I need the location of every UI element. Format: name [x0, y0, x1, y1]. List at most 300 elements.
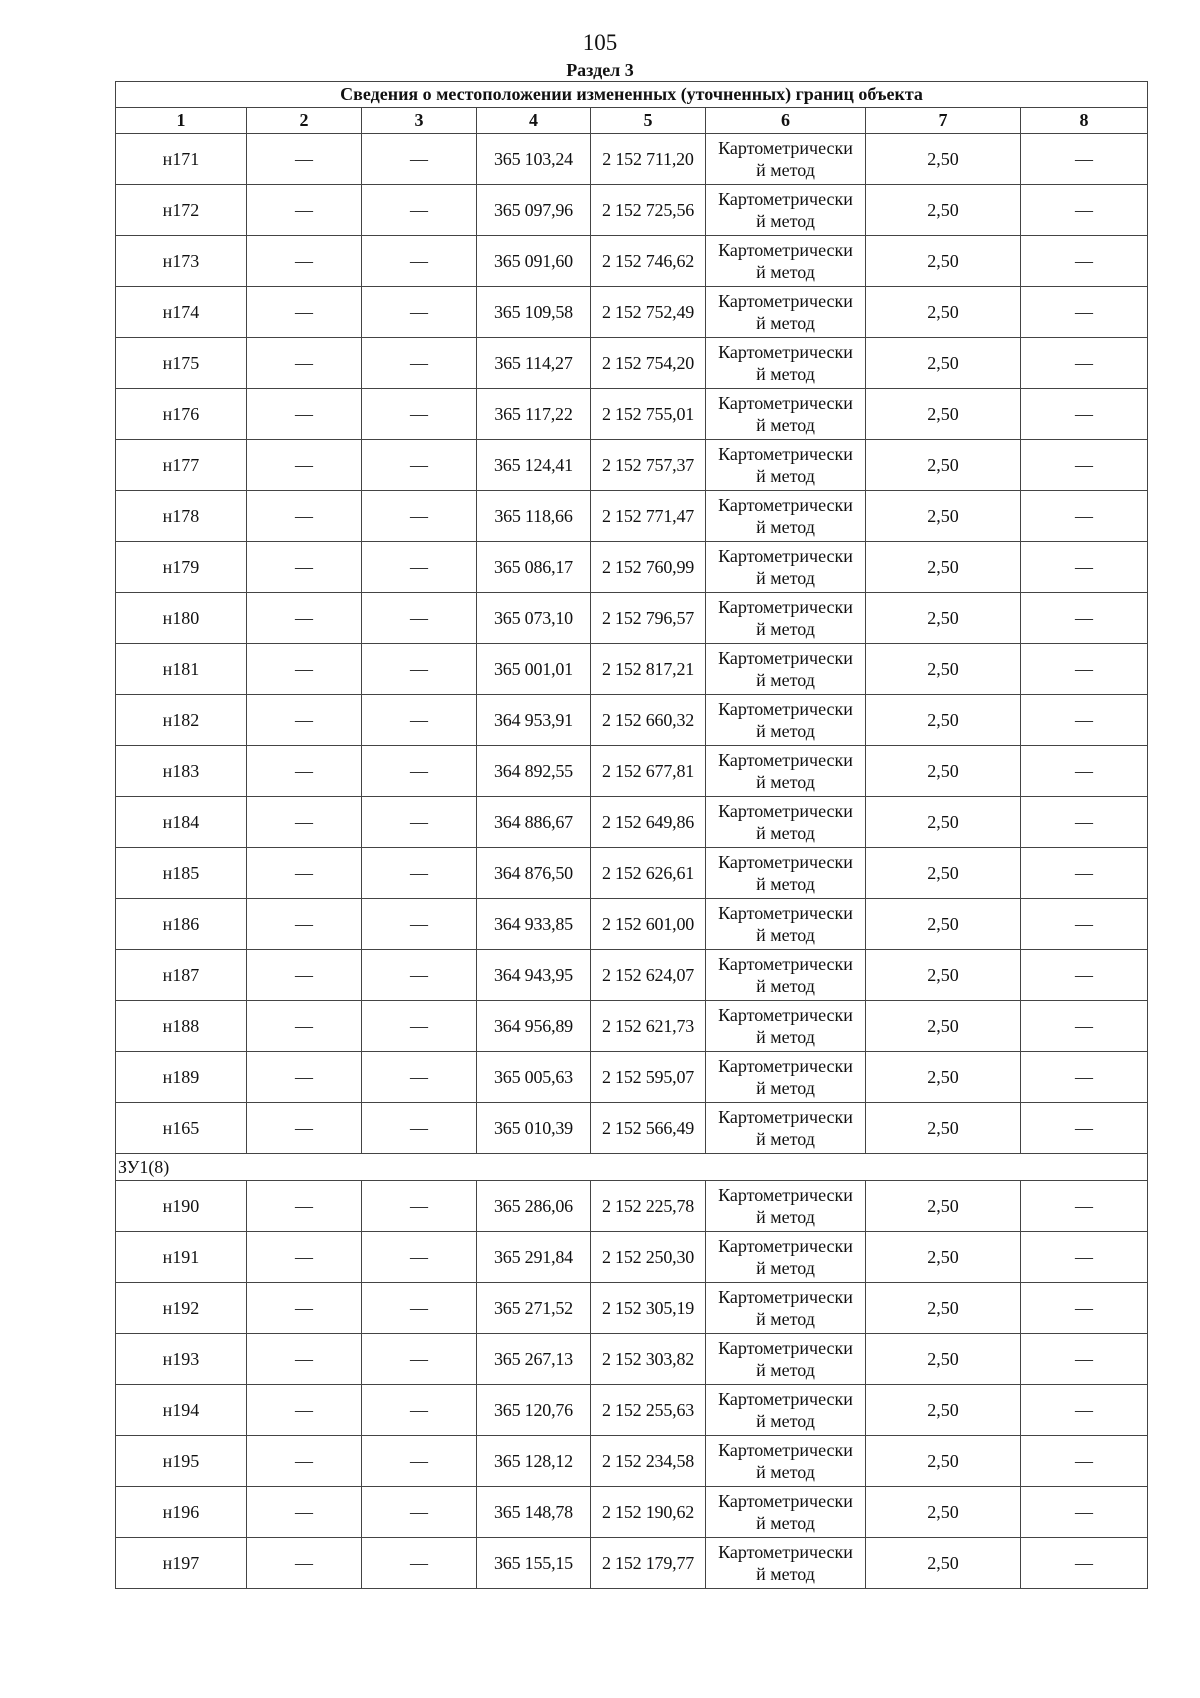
table-row — [116, 338, 1148, 389]
table-row — [116, 1283, 1148, 1334]
x-coordinate-cell: 364 886,67 — [477, 797, 591, 848]
method-cell — [706, 338, 866, 389]
method-text-line2: й метод — [756, 1564, 815, 1584]
column-8-cell: — — [1021, 236, 1148, 287]
x-coordinate-cell: 365 120,76 — [477, 1385, 591, 1436]
column-8-cell: — — [1021, 644, 1148, 695]
table-row — [116, 1001, 1148, 1052]
column-8-cell: — — [1021, 1283, 1148, 1334]
column-3-cell: — — [362, 746, 477, 797]
method-text-line2: й метод — [756, 874, 815, 894]
column-2-cell: — — [247, 389, 362, 440]
method-cell — [706, 1103, 866, 1154]
column-8-cell: — — [1021, 1052, 1148, 1103]
table-row — [116, 797, 1148, 848]
column-3-cell: — — [362, 1232, 477, 1283]
method-text-line2: й метод — [756, 1258, 815, 1278]
table-row — [116, 1436, 1148, 1487]
method-text-line2: й метод — [756, 925, 815, 945]
table-row — [116, 440, 1148, 491]
column-8-cell: — — [1021, 491, 1148, 542]
accuracy-cell: 2,50 — [866, 134, 1021, 185]
point-id-cell: н175 — [116, 338, 247, 389]
accuracy-cell: 2,50 — [866, 389, 1021, 440]
point-id-cell: н171 — [116, 134, 247, 185]
column-3-cell: — — [362, 695, 477, 746]
method-text-line1: Картометрически — [718, 291, 853, 311]
column-8-cell: — — [1021, 848, 1148, 899]
x-coordinate-cell: 365 286,06 — [477, 1181, 591, 1232]
point-id-cell: н192 — [116, 1283, 247, 1334]
method-text-line2: й метод — [756, 976, 815, 996]
accuracy-cell: 2,50 — [866, 542, 1021, 593]
column-8-cell: — — [1021, 746, 1148, 797]
column-8-cell: — — [1021, 1181, 1148, 1232]
column-8-cell: — — [1021, 338, 1148, 389]
column-2-cell: — — [247, 593, 362, 644]
column-2-cell: — — [247, 848, 362, 899]
method-cell — [706, 695, 866, 746]
point-id-cell: н191 — [116, 1232, 247, 1283]
column-number-6: 6 — [706, 108, 866, 134]
accuracy-cell: 2,50 — [866, 491, 1021, 542]
table-row — [116, 1334, 1148, 1385]
method-cell — [706, 1052, 866, 1103]
column-3-cell: — — [362, 1334, 477, 1385]
column-3-cell: — — [362, 1052, 477, 1103]
accuracy-cell: 2,50 — [866, 1538, 1021, 1589]
column-8-cell: — — [1021, 134, 1148, 185]
point-id-cell: н190 — [116, 1181, 247, 1232]
table-row — [116, 491, 1148, 542]
column-8-cell: — — [1021, 1334, 1148, 1385]
y-coordinate-cell: 2 152 255,63 — [591, 1385, 706, 1436]
x-coordinate-cell: 365 005,63 — [477, 1052, 591, 1103]
column-2-cell: — — [247, 1385, 362, 1436]
method-cell — [706, 440, 866, 491]
y-coordinate-cell: 2 152 305,19 — [591, 1283, 706, 1334]
column-3-cell: — — [362, 1487, 477, 1538]
column-2-cell: — — [247, 695, 362, 746]
method-text-line1: Картометрически — [718, 495, 853, 515]
x-coordinate-cell: 365 109,58 — [477, 287, 591, 338]
table-row — [116, 593, 1148, 644]
column-2-cell: — — [247, 746, 362, 797]
x-coordinate-cell: 364 953,91 — [477, 695, 591, 746]
method-cell — [706, 1001, 866, 1052]
y-coordinate-cell: 2 152 190,62 — [591, 1487, 706, 1538]
method-text-line1: Картометрически — [718, 546, 853, 566]
column-2-cell: — — [247, 1103, 362, 1154]
point-id-cell: н180 — [116, 593, 247, 644]
method-cell — [706, 644, 866, 695]
column-3-cell: — — [362, 848, 477, 899]
point-id-cell: н181 — [116, 644, 247, 695]
method-text-line1: Картометрически — [718, 1287, 853, 1307]
accuracy-cell: 2,50 — [866, 1334, 1021, 1385]
column-8-cell: — — [1021, 440, 1148, 491]
column-3-cell: — — [362, 389, 477, 440]
table-row — [116, 287, 1148, 338]
column-8-cell: — — [1021, 1436, 1148, 1487]
point-id-cell: н194 — [116, 1385, 247, 1436]
y-coordinate-cell: 2 152 817,21 — [591, 644, 706, 695]
accuracy-cell: 2,50 — [866, 644, 1021, 695]
point-id-cell: н178 — [116, 491, 247, 542]
x-coordinate-cell: 365 124,41 — [477, 440, 591, 491]
accuracy-cell: 2,50 — [866, 185, 1021, 236]
column-8-cell: — — [1021, 797, 1148, 848]
method-text-line2: й метод — [756, 160, 815, 180]
accuracy-cell: 2,50 — [866, 1283, 1021, 1334]
x-coordinate-cell: 365 291,84 — [477, 1232, 591, 1283]
table-row — [116, 1538, 1148, 1589]
table-row — [116, 746, 1148, 797]
point-id-cell: н196 — [116, 1487, 247, 1538]
x-coordinate-cell: 365 117,22 — [477, 389, 591, 440]
point-id-cell: н173 — [116, 236, 247, 287]
column-number-row — [116, 108, 1148, 134]
column-3-cell: — — [362, 1283, 477, 1334]
table-row — [116, 1181, 1148, 1232]
column-2-cell: — — [247, 134, 362, 185]
y-coordinate-cell: 2 152 711,20 — [591, 134, 706, 185]
column-2-cell: — — [247, 338, 362, 389]
column-2-cell: — — [247, 236, 362, 287]
table-row — [116, 695, 1148, 746]
point-id-cell: н186 — [116, 899, 247, 950]
method-text-line1: Картометрически — [718, 597, 853, 617]
accuracy-cell: 2,50 — [866, 287, 1021, 338]
x-coordinate-cell: 365 001,01 — [477, 644, 591, 695]
x-coordinate-cell: 364 943,95 — [477, 950, 591, 1001]
method-text-line1: Картометрически — [718, 648, 853, 668]
column-3-cell: — — [362, 1436, 477, 1487]
x-coordinate-cell: 365 148,78 — [477, 1487, 591, 1538]
column-2-cell: — — [247, 1052, 362, 1103]
point-id-cell: н182 — [116, 695, 247, 746]
coordinates-table — [115, 81, 1148, 1589]
accuracy-cell: 2,50 — [866, 236, 1021, 287]
y-coordinate-cell: 2 152 725,56 — [591, 185, 706, 236]
column-8-cell: — — [1021, 950, 1148, 1001]
method-text-line2: й метод — [756, 823, 815, 843]
point-id-cell: н197 — [116, 1538, 247, 1589]
y-coordinate-cell: 2 152 755,01 — [591, 389, 706, 440]
point-id-cell: н184 — [116, 797, 247, 848]
accuracy-cell: 2,50 — [866, 899, 1021, 950]
column-3-cell: — — [362, 236, 477, 287]
y-coordinate-cell: 2 152 179,77 — [591, 1538, 706, 1589]
method-text-line2: й метод — [756, 1360, 815, 1380]
column-2-cell: — — [247, 1181, 362, 1232]
method-text-line1: Картометрически — [718, 1440, 853, 1460]
column-8-cell: — — [1021, 593, 1148, 644]
y-coordinate-cell: 2 152 234,58 — [591, 1436, 706, 1487]
column-2-cell: — — [247, 899, 362, 950]
accuracy-cell: 2,50 — [866, 1103, 1021, 1154]
column-8-cell: — — [1021, 542, 1148, 593]
table-body — [116, 134, 1148, 1589]
point-id-cell: н174 — [116, 287, 247, 338]
method-cell — [706, 899, 866, 950]
y-coordinate-cell: 2 152 752,49 — [591, 287, 706, 338]
method-cell — [706, 746, 866, 797]
accuracy-cell: 2,50 — [866, 746, 1021, 797]
group-row — [116, 1154, 1148, 1181]
method-text-line2: й метод — [756, 670, 815, 690]
point-id-cell: н179 — [116, 542, 247, 593]
method-cell — [706, 950, 866, 1001]
x-coordinate-cell: 365 114,27 — [477, 338, 591, 389]
method-cell — [706, 1232, 866, 1283]
method-text-line2: й метод — [756, 1513, 815, 1533]
method-text-line1: Картометрически — [718, 801, 853, 821]
method-text-line1: Картометрически — [718, 1005, 853, 1025]
y-coordinate-cell: 2 152 746,62 — [591, 236, 706, 287]
page-number: 105 — [582, 30, 618, 55]
method-text-line2: й метод — [756, 466, 815, 486]
point-id-cell: н187 — [116, 950, 247, 1001]
table-row — [116, 542, 1148, 593]
accuracy-cell: 2,50 — [866, 1052, 1021, 1103]
accuracy-cell: 2,50 — [866, 1385, 1021, 1436]
column-2-cell: — — [247, 185, 362, 236]
method-text-line1: Картометрически — [718, 954, 853, 974]
x-coordinate-cell: 365 128,12 — [477, 1436, 591, 1487]
method-text-line2: й метод — [756, 415, 815, 435]
method-cell — [706, 1385, 866, 1436]
column-3-cell: — — [362, 1538, 477, 1589]
column-3-cell: — — [362, 185, 477, 236]
column-2-cell: — — [247, 950, 362, 1001]
x-coordinate-cell: 365 271,52 — [477, 1283, 591, 1334]
column-number-2: 2 — [247, 108, 362, 134]
accuracy-cell: 2,50 — [866, 593, 1021, 644]
accuracy-cell: 2,50 — [866, 1232, 1021, 1283]
point-id-cell: н188 — [116, 1001, 247, 1052]
method-text-line1: Картометрически — [718, 699, 853, 719]
x-coordinate-cell: 364 876,50 — [477, 848, 591, 899]
column-2-cell: — — [247, 1283, 362, 1334]
method-text-line1: Картометрически — [718, 1338, 853, 1358]
column-8-cell: — — [1021, 1001, 1148, 1052]
method-cell — [706, 1436, 866, 1487]
column-8-cell: — — [1021, 1232, 1148, 1283]
method-text-line2: й метод — [756, 1207, 815, 1227]
column-3-cell: — — [362, 1181, 477, 1232]
point-id-cell: н195 — [116, 1436, 247, 1487]
point-id-cell: н183 — [116, 746, 247, 797]
section-title: Раздел 3 — [566, 60, 634, 80]
accuracy-cell: 2,50 — [866, 440, 1021, 491]
column-3-cell: — — [362, 542, 477, 593]
method-text-line1: Картометрически — [718, 189, 853, 209]
table-row — [116, 1103, 1148, 1154]
column-3-cell: — — [362, 950, 477, 1001]
y-coordinate-cell: 2 152 677,81 — [591, 746, 706, 797]
method-text-line2: й метод — [756, 1309, 815, 1329]
column-3-cell: — — [362, 491, 477, 542]
method-text-line2: й метод — [756, 1027, 815, 1047]
x-coordinate-cell: 365 091,60 — [477, 236, 591, 287]
method-cell — [706, 542, 866, 593]
table-row — [116, 899, 1148, 950]
method-cell — [706, 848, 866, 899]
y-coordinate-cell: 2 152 225,78 — [591, 1181, 706, 1232]
method-text-line2: й метод — [756, 721, 815, 741]
x-coordinate-cell: 365 267,13 — [477, 1334, 591, 1385]
table-caption: Сведения о местоположении измененных (уточненных) границ объекта — [116, 82, 1148, 108]
method-cell — [706, 134, 866, 185]
column-8-cell: — — [1021, 287, 1148, 338]
column-2-cell: — — [247, 1538, 362, 1589]
column-3-cell: — — [362, 899, 477, 950]
method-cell — [706, 1181, 866, 1232]
method-cell — [706, 287, 866, 338]
method-text-line2: й метод — [756, 364, 815, 384]
y-coordinate-cell: 2 152 601,00 — [591, 899, 706, 950]
method-text-line1: Картометрически — [718, 393, 853, 413]
method-text-line2: й метод — [756, 1411, 815, 1431]
method-text-line2: й метод — [756, 211, 815, 231]
point-id-cell: н165 — [116, 1103, 247, 1154]
column-3-cell: — — [362, 338, 477, 389]
y-coordinate-cell: 2 152 624,07 — [591, 950, 706, 1001]
method-text-line2: й метод — [756, 262, 815, 282]
method-text-line1: Картометрически — [718, 852, 853, 872]
method-cell — [706, 797, 866, 848]
point-id-cell: н172 — [116, 185, 247, 236]
table-row — [116, 236, 1148, 287]
x-coordinate-cell: 365 086,17 — [477, 542, 591, 593]
column-2-cell: — — [247, 797, 362, 848]
y-coordinate-cell: 2 152 250,30 — [591, 1232, 706, 1283]
column-number-5: 5 — [591, 108, 706, 134]
y-coordinate-cell: 2 152 757,37 — [591, 440, 706, 491]
method-cell — [706, 389, 866, 440]
x-coordinate-cell: 364 956,89 — [477, 1001, 591, 1052]
y-coordinate-cell: 2 152 660,32 — [591, 695, 706, 746]
column-8-cell: — — [1021, 1487, 1148, 1538]
method-text-line1: Картометрически — [718, 240, 853, 260]
method-text-line2: й метод — [756, 1129, 815, 1149]
x-coordinate-cell: 365 103,24 — [477, 134, 591, 185]
method-text-line2: й метод — [756, 1078, 815, 1098]
method-text-line2: й метод — [756, 568, 815, 588]
group-label: ЗУ1(8) — [116, 1154, 1148, 1181]
column-number-3: 3 — [362, 108, 477, 134]
x-coordinate-cell: 365 010,39 — [477, 1103, 591, 1154]
y-coordinate-cell: 2 152 621,73 — [591, 1001, 706, 1052]
point-id-cell: н176 — [116, 389, 247, 440]
method-cell — [706, 491, 866, 542]
table-row — [116, 185, 1148, 236]
y-coordinate-cell: 2 152 303,82 — [591, 1334, 706, 1385]
method-cell — [706, 1334, 866, 1385]
x-coordinate-cell: 365 118,66 — [477, 491, 591, 542]
column-2-cell: — — [247, 287, 362, 338]
y-coordinate-cell: 2 152 595,07 — [591, 1052, 706, 1103]
x-coordinate-cell: 364 933,85 — [477, 899, 591, 950]
table-row — [116, 950, 1148, 1001]
column-2-cell: — — [247, 542, 362, 593]
y-coordinate-cell: 2 152 760,99 — [591, 542, 706, 593]
column-8-cell: — — [1021, 389, 1148, 440]
accuracy-cell: 2,50 — [866, 848, 1021, 899]
y-coordinate-cell: 2 152 796,57 — [591, 593, 706, 644]
accuracy-cell: 2,50 — [866, 338, 1021, 389]
column-2-cell: — — [247, 491, 362, 542]
y-coordinate-cell: 2 152 649,86 — [591, 797, 706, 848]
method-cell — [706, 1538, 866, 1589]
method-cell — [706, 236, 866, 287]
column-3-cell: — — [362, 1385, 477, 1436]
column-3-cell: — — [362, 134, 477, 185]
table-row — [116, 389, 1148, 440]
accuracy-cell: 2,50 — [866, 1181, 1021, 1232]
y-coordinate-cell: 2 152 626,61 — [591, 848, 706, 899]
accuracy-cell: 2,50 — [866, 1436, 1021, 1487]
accuracy-cell: 2,50 — [866, 1487, 1021, 1538]
point-id-cell: н177 — [116, 440, 247, 491]
column-2-cell: — — [247, 440, 362, 491]
table-row — [116, 848, 1148, 899]
y-coordinate-cell: 2 152 566,49 — [591, 1103, 706, 1154]
method-text-line2: й метод — [756, 1462, 815, 1482]
column-3-cell: — — [362, 1001, 477, 1052]
column-8-cell: — — [1021, 185, 1148, 236]
method-text-line2: й метод — [756, 313, 815, 333]
accuracy-cell: 2,50 — [866, 797, 1021, 848]
column-number-8: 8 — [1021, 108, 1148, 134]
column-3-cell: — — [362, 593, 477, 644]
method-text-line1: Картометрически — [718, 138, 853, 158]
table-row — [116, 1052, 1148, 1103]
method-cell — [706, 185, 866, 236]
column-8-cell: — — [1021, 695, 1148, 746]
method-text-line1: Картометрически — [718, 1056, 853, 1076]
method-text-line1: Картометрически — [718, 1491, 853, 1511]
accuracy-cell: 2,50 — [866, 695, 1021, 746]
point-id-cell: н189 — [116, 1052, 247, 1103]
method-text-line2: й метод — [756, 517, 815, 537]
method-text-line2: й метод — [756, 772, 815, 792]
column-2-cell: — — [247, 644, 362, 695]
column-3-cell: — — [362, 287, 477, 338]
x-coordinate-cell: 365 097,96 — [477, 185, 591, 236]
column-3-cell: — — [362, 644, 477, 695]
column-8-cell: — — [1021, 1538, 1148, 1589]
column-3-cell: — — [362, 1103, 477, 1154]
column-8-cell: — — [1021, 1103, 1148, 1154]
method-text-line2: й метод — [756, 619, 815, 639]
method-text-line1: Картометрически — [718, 750, 853, 770]
column-number-4: 4 — [477, 108, 591, 134]
y-coordinate-cell: 2 152 771,47 — [591, 491, 706, 542]
table-row — [116, 1232, 1148, 1283]
method-text-line1: Картометрически — [718, 1542, 853, 1562]
method-text-line1: Картометрически — [718, 342, 853, 362]
column-3-cell: — — [362, 440, 477, 491]
x-coordinate-cell: 364 892,55 — [477, 746, 591, 797]
method-text-line1: Картометрически — [718, 903, 853, 923]
x-coordinate-cell: 365 073,10 — [477, 593, 591, 644]
column-number-1: 1 — [116, 108, 247, 134]
column-3-cell: — — [362, 797, 477, 848]
column-8-cell: — — [1021, 899, 1148, 950]
x-coordinate-cell: 365 155,15 — [477, 1538, 591, 1589]
